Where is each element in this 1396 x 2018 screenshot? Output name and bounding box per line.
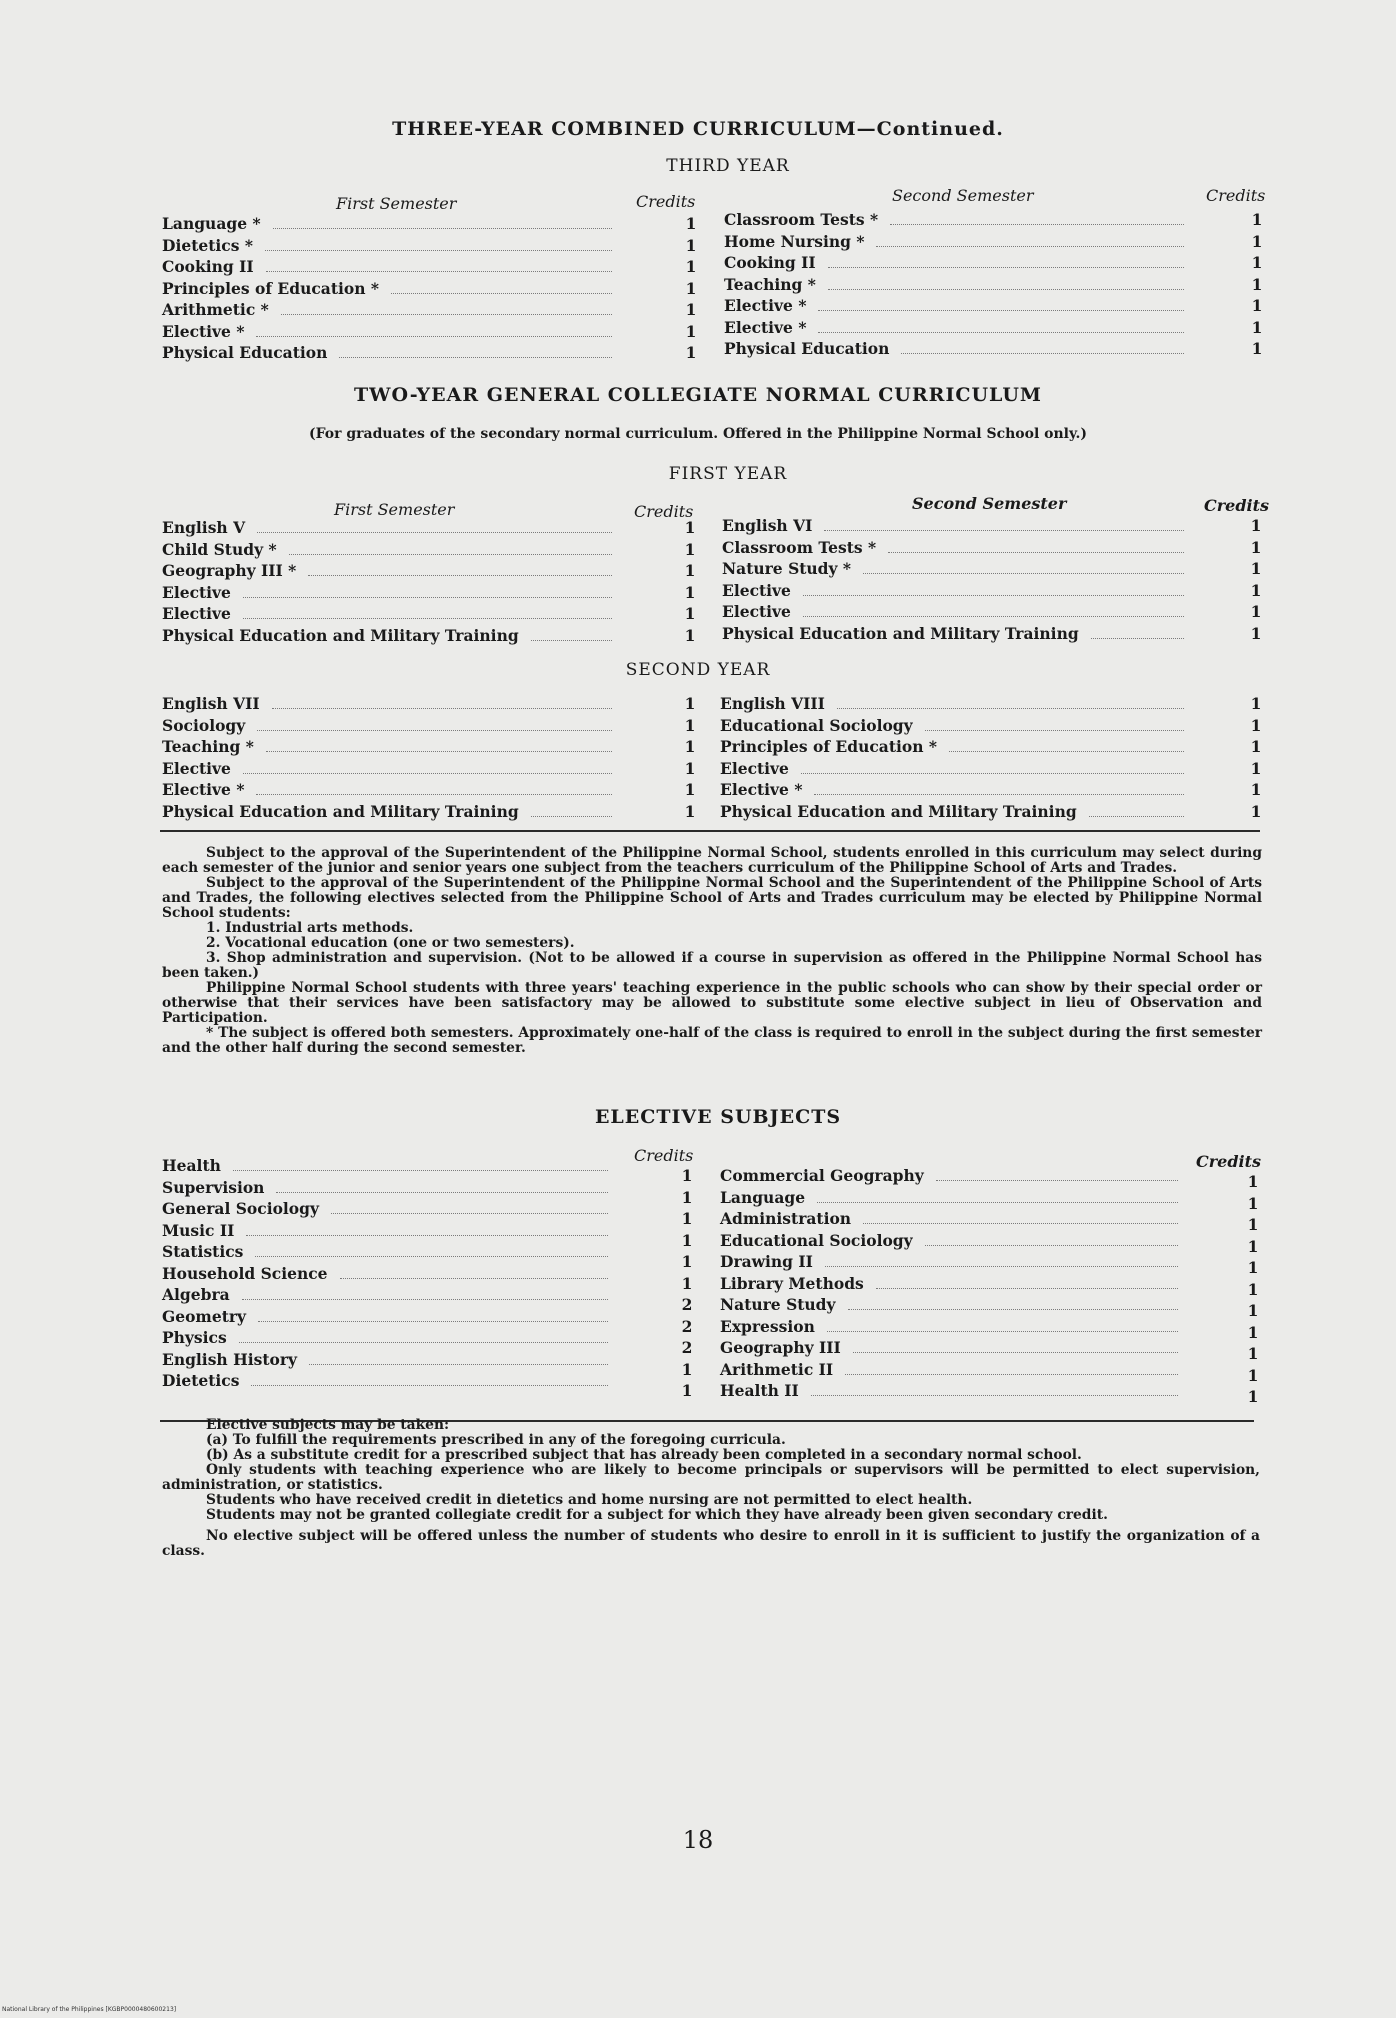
credits-heading: Credits xyxy=(634,502,694,521)
course-row xyxy=(724,253,1194,275)
course-row xyxy=(720,1360,1188,1382)
course-name: Physical Education and Military Training xyxy=(162,625,519,645)
dot-leader xyxy=(828,289,1184,290)
course-name: Elective xyxy=(162,604,231,623)
credit-value: 1 xyxy=(1250,559,1262,578)
y1-second-list xyxy=(722,516,1194,645)
note-list-item: 1. Industrial arts methods. xyxy=(206,920,414,936)
dot-leader xyxy=(308,575,612,576)
course-name: Drawing II xyxy=(720,1252,813,1271)
course-name: Cooking II xyxy=(162,257,254,276)
dot-leader xyxy=(936,1180,1178,1181)
credit-value: 1 xyxy=(1250,537,1262,557)
credit-value: 1 xyxy=(684,780,696,799)
course-name: Music II xyxy=(162,1220,235,1240)
course-name: Child Study * xyxy=(162,539,277,559)
footer-watermark: National Library of the Philippines [KGBP0000480600213] xyxy=(2,2006,177,2013)
dot-leader xyxy=(901,353,1184,354)
course-row xyxy=(720,802,1194,824)
dot-leader xyxy=(531,640,612,641)
course-row xyxy=(162,694,622,716)
course-row xyxy=(720,1274,1188,1296)
credit-value: 1 xyxy=(1247,1258,1259,1277)
section2-subtitle: (For graduates of the secondary normal curriculum. Offered in the Philippine Normal School only.) xyxy=(308,426,1088,442)
dot-leader xyxy=(258,1321,608,1322)
course-name: Library Methods xyxy=(720,1273,864,1293)
course-name: English V xyxy=(162,518,246,537)
credit-value: 1 xyxy=(685,321,697,341)
course-name: Dietetics * xyxy=(162,235,253,255)
dot-leader xyxy=(827,1331,1178,1332)
course-name: English VIII xyxy=(720,694,825,713)
credit-value: 1 xyxy=(684,604,696,623)
course-row xyxy=(720,780,1194,802)
course-row xyxy=(162,737,622,759)
first-semester-heading: First Semester xyxy=(336,194,457,213)
course-name: Geography III xyxy=(720,1338,841,1357)
note-paragraph: Subject to the approval of the Superintendent of the Philippine Normal School and the Superintendent of the Philippine School of Arts and Trades, the following electives selected from the Philippine School of Arts and Trades curriculum may be elected by Philippine Normal School students: xyxy=(162,875,1262,921)
credit-value: 1 xyxy=(685,300,697,319)
credit-value: 1 xyxy=(685,257,697,276)
course-row xyxy=(162,1156,618,1178)
credit-value: 1 xyxy=(1251,274,1263,294)
electives-right-credits xyxy=(1243,1172,1263,1409)
course-row xyxy=(722,538,1194,560)
credit-value: 1 xyxy=(1251,296,1263,315)
course-name: Teaching * xyxy=(162,737,254,756)
course-name: Teaching * xyxy=(724,274,816,294)
course-name: Physical Education xyxy=(724,339,890,358)
course-name: Elective xyxy=(722,602,791,621)
course-row xyxy=(162,583,622,605)
course-row xyxy=(720,1317,1188,1339)
course-name: Elective xyxy=(722,580,791,600)
dot-leader xyxy=(233,1170,608,1171)
course-row xyxy=(724,275,1194,297)
course-row xyxy=(162,518,622,540)
note-list-item: 2. Vocational education (one or two semesters). xyxy=(206,935,575,951)
dot-leader xyxy=(888,552,1184,553)
credit-value: 1 xyxy=(1247,1236,1259,1256)
course-row xyxy=(720,716,1194,738)
course-row xyxy=(720,1209,1188,1231)
course-name: Elective * xyxy=(162,780,245,799)
credits-heading: Credits xyxy=(636,192,696,211)
course-name: Elective * xyxy=(720,780,803,799)
credit-value: 1 xyxy=(684,694,696,713)
course-row xyxy=(720,1295,1188,1317)
credit-value: 1 xyxy=(684,801,696,821)
course-name: Principles of Education * xyxy=(162,278,379,298)
dot-leader xyxy=(272,708,612,709)
course-name: Physical Education xyxy=(162,343,328,362)
course-name: Language * xyxy=(162,214,261,233)
note-paragraph: Students may not be granted collegiate credit for a subject for which they have already been given secondary credit. xyxy=(206,1507,1108,1523)
dot-leader xyxy=(848,1309,1178,1310)
credit-value: 2 xyxy=(681,1295,693,1314)
course-row xyxy=(162,279,622,301)
course-name: Educational Sociology xyxy=(720,1230,913,1250)
course-name: Nature Study xyxy=(720,1295,836,1314)
dot-leader xyxy=(801,773,1184,774)
course-row xyxy=(722,602,1194,624)
credit-value: 1 xyxy=(681,1273,693,1293)
course-row xyxy=(720,737,1194,759)
note-list-item: (b) As a substitute credit for a prescribed subject that has already been completed in a secondary normal school. xyxy=(206,1447,1082,1463)
dot-leader xyxy=(824,530,1184,531)
electives-right-list xyxy=(720,1166,1188,1403)
course-row xyxy=(720,1338,1188,1360)
section2-year2: SECOND YEAR xyxy=(625,660,771,680)
page-number: 18 xyxy=(682,1826,714,1854)
section2-title: TWO-YEAR GENERAL COLLEGIATE NORMAL CURRICULUM xyxy=(354,384,1042,406)
second-semester-heading: Second Semester xyxy=(892,186,1034,205)
curriculum-notes xyxy=(162,846,1262,1056)
dot-leader xyxy=(803,595,1184,596)
dot-leader xyxy=(818,310,1184,311)
course-name: Language xyxy=(720,1187,806,1207)
credit-value: 1 xyxy=(1247,1322,1259,1342)
dot-leader xyxy=(340,1278,608,1279)
course-name: Geography III * xyxy=(162,561,297,580)
course-name: Nature Study * xyxy=(722,559,852,578)
credits-heading: Credits xyxy=(1196,1152,1262,1171)
section1-first-credits xyxy=(681,214,701,365)
elective-notes xyxy=(162,1418,1260,1559)
dot-leader xyxy=(257,730,612,731)
dot-leader xyxy=(242,1299,608,1300)
course-name: Home Nursing * xyxy=(724,231,865,251)
dot-leader xyxy=(256,794,612,795)
credit-value: 1 xyxy=(685,214,697,233)
course-row xyxy=(162,1199,618,1221)
note-footnote: * The subject is offered both semesters. Approximately one-half of the class is required to enroll in the subject during the first semester and the other half during the second semester. xyxy=(162,1025,1262,1056)
course-name: Physical Education and Military Training xyxy=(720,801,1077,821)
dot-leader xyxy=(949,751,1184,752)
credit-value: 1 xyxy=(681,1381,693,1400)
dot-leader xyxy=(811,1395,1178,1396)
y2-first-list xyxy=(162,694,622,823)
credit-value: 1 xyxy=(1251,339,1263,358)
course-row xyxy=(162,1221,618,1243)
credit-value: 1 xyxy=(1251,231,1263,251)
dot-leader xyxy=(845,1374,1178,1375)
y1-first-list xyxy=(162,518,622,647)
course-row xyxy=(722,559,1194,581)
credit-value: 1 xyxy=(684,625,696,645)
course-name: Physical Education and Military Training xyxy=(722,623,1079,643)
course-name: General Sociology xyxy=(162,1199,319,1218)
course-name: Elective xyxy=(162,758,231,778)
credit-value: 1 xyxy=(681,1252,693,1271)
electives-left-credits xyxy=(677,1166,697,1403)
credit-value: 1 xyxy=(1247,1279,1259,1299)
credit-value: 1 xyxy=(685,235,697,255)
course-row xyxy=(720,1252,1188,1274)
course-name: English VII xyxy=(162,694,260,713)
credit-value: 1 xyxy=(1250,580,1262,600)
course-row xyxy=(162,214,622,236)
credit-value: 2 xyxy=(681,1338,693,1357)
course-row xyxy=(162,1328,618,1350)
dot-leader xyxy=(1091,638,1184,639)
section-divider xyxy=(160,830,1260,832)
credit-value: 1 xyxy=(1250,623,1262,643)
section1-title: THREE-YEAR COMBINED CURRICULUM—Continued. xyxy=(392,118,1004,140)
course-row xyxy=(162,1350,618,1372)
credit-value: 1 xyxy=(681,1209,693,1228)
course-name: Elective * xyxy=(162,321,245,341)
dot-leader xyxy=(531,816,612,817)
dot-leader xyxy=(243,597,612,598)
course-row xyxy=(724,210,1194,232)
y1-first-credits xyxy=(680,518,700,647)
course-row xyxy=(162,604,622,626)
course-row xyxy=(722,624,1194,646)
dot-leader xyxy=(1089,816,1184,817)
course-name: Administration xyxy=(720,1209,852,1228)
course-name: Elective * xyxy=(724,317,807,337)
course-name: Sociology xyxy=(162,715,246,735)
dot-leader xyxy=(818,332,1184,333)
course-name: Principles of Education * xyxy=(720,737,937,756)
course-name: Educational Sociology xyxy=(720,715,913,735)
course-name: Elective xyxy=(720,758,789,778)
credit-value: 1 xyxy=(684,561,696,580)
dot-leader xyxy=(837,708,1184,709)
section1-second-credits xyxy=(1247,210,1267,361)
dot-leader xyxy=(239,1342,608,1343)
credit-value: 1 xyxy=(681,1230,693,1250)
course-row xyxy=(720,1188,1188,1210)
course-row xyxy=(162,1285,618,1307)
course-row xyxy=(162,626,622,648)
dot-leader xyxy=(825,1266,1178,1267)
note-paragraph: Subject to the approval of the Superintendent of the Philippine Normal School, students enrolled in this curriculum may select during each semester of the junior and senior years one subject from the teachers curriculum of the Philippine School of Arts and Trades. xyxy=(162,845,1262,876)
course-name: Arithmetic * xyxy=(162,300,269,319)
credit-value: 1 xyxy=(685,278,697,298)
course-name: Health II xyxy=(720,1381,799,1400)
dot-leader xyxy=(266,751,612,752)
course-row xyxy=(724,232,1194,254)
dot-leader xyxy=(331,1213,608,1214)
dot-leader xyxy=(276,1192,608,1193)
credit-value: 1 xyxy=(1250,758,1262,778)
dot-leader xyxy=(391,293,612,294)
dot-leader xyxy=(266,271,612,272)
dot-leader xyxy=(243,618,612,619)
course-row xyxy=(162,1242,618,1264)
dot-leader xyxy=(876,246,1184,247)
dot-leader xyxy=(863,1223,1178,1224)
credit-value: 1 xyxy=(684,582,696,602)
course-name: Household Science xyxy=(162,1263,328,1283)
section1-year: THIRD YEAR xyxy=(666,156,790,176)
section1-first-list xyxy=(162,214,622,365)
note-list-item: (a) To fulfill the requirements prescribed in any of the foregoing curricula. xyxy=(206,1432,786,1448)
course-row xyxy=(162,1264,618,1286)
credit-value: 1 xyxy=(1247,1365,1259,1385)
course-name: Supervision xyxy=(162,1177,265,1197)
credit-value: 1 xyxy=(1251,253,1263,272)
y2-first-credits xyxy=(680,694,700,823)
course-row xyxy=(720,694,1194,716)
credit-value: 1 xyxy=(1247,1215,1259,1234)
course-row xyxy=(722,516,1194,538)
credit-value: 1 xyxy=(685,343,697,362)
note-paragraph: Only students with teaching experience who are likely to become principals or supervisors will be permitted to elect supervision, administration, or statistics. xyxy=(162,1462,1260,1493)
course-name: Commercial Geography xyxy=(720,1166,924,1185)
course-name: English History xyxy=(162,1349,298,1369)
credit-value: 1 xyxy=(1250,715,1262,735)
credit-value: 1 xyxy=(1251,210,1263,229)
credit-value: 1 xyxy=(684,715,696,735)
dot-leader xyxy=(814,794,1184,795)
course-row xyxy=(162,780,622,802)
credit-value: 1 xyxy=(681,1359,693,1379)
course-row xyxy=(162,300,622,322)
dot-leader xyxy=(876,1288,1178,1289)
credit-value: 1 xyxy=(1250,602,1262,621)
electives-left-list xyxy=(162,1156,618,1393)
course-row xyxy=(162,257,622,279)
course-row xyxy=(162,1178,618,1200)
note-paragraph: No elective subject will be offered unless the number of students who desire to enroll in it is sufficient to justify the organization of a class. xyxy=(162,1528,1260,1559)
credits-heading: Credits xyxy=(634,1146,694,1165)
dot-leader xyxy=(853,1352,1178,1353)
credit-value: 1 xyxy=(684,539,696,559)
dot-leader xyxy=(257,532,612,533)
credit-value: 1 xyxy=(1250,780,1262,799)
course-name: Expression xyxy=(720,1316,815,1336)
course-row xyxy=(720,759,1194,781)
credit-value: 1 xyxy=(684,737,696,756)
course-name: Classroom Tests * xyxy=(722,537,877,557)
y2-second-list xyxy=(720,694,1194,823)
dot-leader xyxy=(890,224,1184,225)
credit-value: 1 xyxy=(1250,801,1262,821)
section1-second-list xyxy=(724,210,1194,361)
section3-title: ELECTIVE SUBJECTS xyxy=(594,1106,842,1128)
credit-value: 1 xyxy=(1247,1301,1259,1320)
course-row xyxy=(724,318,1194,340)
credit-value: 1 xyxy=(1250,737,1262,756)
credit-value: 1 xyxy=(681,1166,693,1185)
course-name: Algebra xyxy=(162,1285,230,1304)
course-row xyxy=(720,1166,1188,1188)
dot-leader xyxy=(273,228,612,229)
first-semester-heading: First Semester xyxy=(334,500,455,519)
y2-second-credits xyxy=(1246,694,1266,823)
course-name: Elective * xyxy=(724,296,807,315)
dot-leader xyxy=(803,616,1184,617)
y1-second-credits xyxy=(1246,516,1266,645)
course-name: Geometry xyxy=(162,1306,247,1326)
note-paragraph: Elective subjects may be taken: xyxy=(206,1417,450,1433)
note-paragraph: Philippine Normal School students with three years' teaching experience in the public schools who can show by their special order or otherwise that their services have been satisfactory may be allowed to substitute some elective subject in lieu of Observation and Participation. xyxy=(162,980,1262,1026)
dot-leader xyxy=(251,1385,608,1386)
course-row xyxy=(162,802,622,824)
credit-value: 1 xyxy=(1247,1193,1259,1213)
credit-value: 1 xyxy=(1247,1172,1259,1191)
course-name: Arithmetic II xyxy=(720,1359,834,1379)
credit-value: 1 xyxy=(1250,694,1262,713)
course-row xyxy=(162,716,622,738)
course-name: Physical Education and Military Training xyxy=(162,801,519,821)
course-row xyxy=(724,296,1194,318)
credit-value: 1 xyxy=(1251,317,1263,337)
credit-value: 1 xyxy=(1247,1387,1259,1406)
second-semester-heading: Second Semester xyxy=(912,494,1067,513)
course-name: Health xyxy=(162,1156,221,1175)
course-row xyxy=(162,1307,618,1329)
course-name: Elective xyxy=(162,582,231,602)
dot-leader xyxy=(817,1202,1178,1203)
note-paragraph: Students who have received credit in dietetics and home nursing are not permitted to elect health. xyxy=(206,1492,973,1508)
course-name: Classroom Tests * xyxy=(724,210,879,229)
credit-value: 1 xyxy=(684,758,696,778)
course-row xyxy=(162,236,622,258)
dot-leader xyxy=(309,1364,608,1365)
course-row xyxy=(722,581,1194,603)
dot-leader xyxy=(255,1256,608,1257)
dot-leader xyxy=(246,1235,608,1236)
dot-leader xyxy=(339,357,612,358)
course-row xyxy=(162,759,622,781)
note-list-item: 3. Shop administration and supervision. (Not to be allowed if a course in supervision as offered in the Philippine Normal School has been taken.) xyxy=(162,950,1262,981)
course-row xyxy=(720,1381,1188,1403)
dot-leader xyxy=(925,1245,1178,1246)
dot-leader xyxy=(243,773,612,774)
course-row xyxy=(162,561,622,583)
credit-value: 2 xyxy=(681,1316,693,1336)
course-name: Physics xyxy=(162,1328,227,1347)
dot-leader xyxy=(828,267,1184,268)
course-name: Cooking II xyxy=(724,253,816,272)
section2-year1: FIRST YEAR xyxy=(668,464,788,484)
dot-leader xyxy=(256,336,612,337)
dot-leader xyxy=(265,250,612,251)
course-name: Dietetics xyxy=(162,1371,240,1390)
course-row xyxy=(162,1371,618,1393)
course-row xyxy=(162,322,622,344)
dot-leader xyxy=(925,730,1184,731)
course-row xyxy=(162,343,622,365)
credit-value: 1 xyxy=(1247,1344,1259,1363)
dot-leader xyxy=(863,573,1184,574)
course-row xyxy=(162,540,622,562)
credit-value: 1 xyxy=(681,1187,693,1207)
course-row xyxy=(724,339,1194,361)
course-row xyxy=(720,1231,1188,1253)
dot-leader xyxy=(281,314,612,315)
credit-value: 1 xyxy=(1250,516,1262,535)
course-name: English VI xyxy=(722,516,813,535)
course-name: Statistics xyxy=(162,1242,244,1261)
credit-value: 1 xyxy=(684,518,696,537)
dot-leader xyxy=(289,554,612,555)
credits-heading: Credits xyxy=(1206,186,1266,205)
credits-heading: Credits xyxy=(1204,496,1270,515)
